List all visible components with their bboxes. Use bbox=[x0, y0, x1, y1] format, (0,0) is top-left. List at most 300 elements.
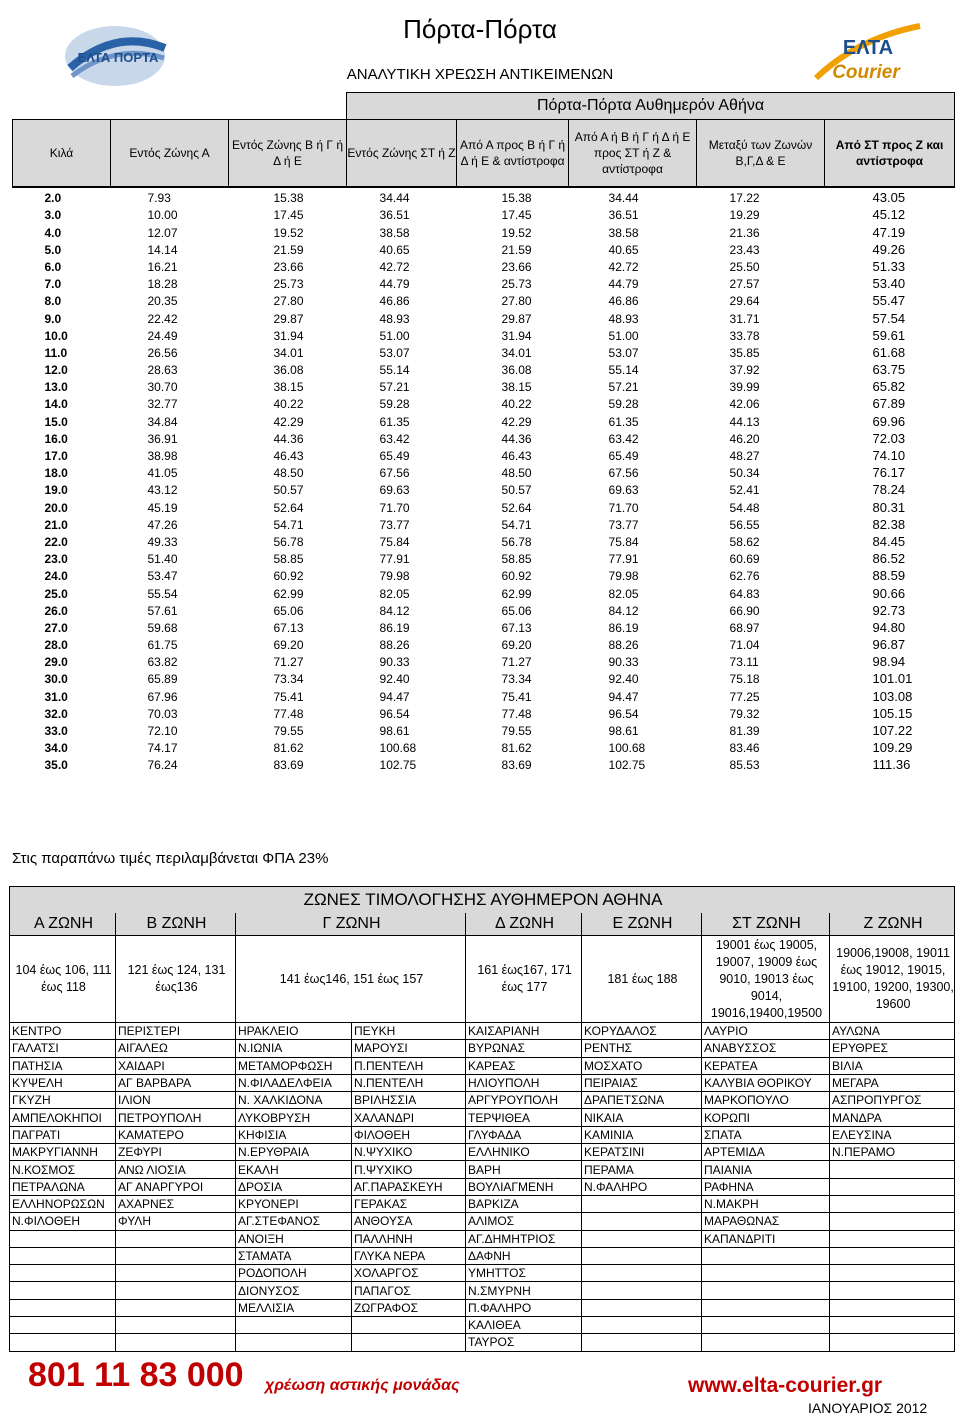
price-cell: 42.29 bbox=[273, 414, 304, 429]
area-cell bbox=[582, 1334, 702, 1351]
area-cell bbox=[10, 1299, 116, 1316]
price-cell: 94.47 bbox=[379, 689, 410, 704]
area-cell: Ν.ΙΩΝΙΑ bbox=[236, 1040, 352, 1057]
area-cell: ΚΗΦΙΣΙΑ bbox=[236, 1126, 352, 1143]
price-cell: 61.75 bbox=[147, 638, 178, 653]
area-cell bbox=[830, 1161, 955, 1178]
price-cell: 55.47 bbox=[872, 293, 906, 309]
price-cell: 86.52 bbox=[872, 551, 906, 567]
price-cell: 39.99 bbox=[729, 380, 760, 395]
price-cell: 65.49 bbox=[379, 449, 410, 463]
price-cell: 65.89 bbox=[147, 672, 178, 687]
area-cell bbox=[116, 1299, 236, 1316]
price-cell: 82.38 bbox=[872, 516, 906, 532]
area-cell bbox=[582, 1282, 702, 1299]
price-cell: 38.58 bbox=[379, 225, 410, 240]
rates-row bbox=[13, 566, 955, 583]
rates-row bbox=[13, 583, 955, 600]
price-cell: 67.56 bbox=[379, 466, 410, 481]
price-cell: 66.90 bbox=[729, 603, 760, 618]
price-cell: 20.35 bbox=[147, 294, 178, 309]
rates-band-title: Πόρτα-Πόρτα Αυθημερόν Αθήνα bbox=[347, 93, 955, 120]
area-cell: ΔΡΟΣΙΑ bbox=[236, 1178, 352, 1195]
price-cell: 102.75 bbox=[608, 758, 646, 773]
price-cell: 48.27 bbox=[729, 449, 760, 463]
weight-cell: 25.0 bbox=[44, 586, 68, 601]
area-cell: ΦΥΛΗ bbox=[116, 1213, 236, 1230]
price-cell: 72.10 bbox=[147, 724, 178, 738]
price-cell: 75.18 bbox=[729, 672, 760, 687]
weight-cell: 7.0 bbox=[44, 277, 62, 292]
weight-cell: 15.0 bbox=[44, 414, 68, 429]
price-cell: 90.33 bbox=[608, 655, 639, 670]
area-cell bbox=[830, 1334, 955, 1351]
price-cell: 73.34 bbox=[273, 672, 304, 687]
phone-note: χρέωση αστικής μονάδας bbox=[265, 1377, 460, 1394]
price-cell: 77.25 bbox=[729, 689, 760, 704]
area-cell: Ν. ΧΑΛΚΙΔΟΝΑ bbox=[236, 1092, 352, 1109]
area-cell bbox=[830, 1230, 955, 1247]
area-cell bbox=[116, 1282, 236, 1299]
zones-range-row bbox=[10, 936, 955, 1023]
area-cell: ΑΛΙΜΟΣ bbox=[466, 1213, 582, 1230]
rates-header-cell: Εντός Ζώνης Α bbox=[111, 120, 229, 188]
price-cell: 59.61 bbox=[872, 327, 906, 343]
price-cell: 75.84 bbox=[608, 534, 639, 549]
area-cell: ΣΠΑΤΑ bbox=[702, 1126, 830, 1143]
area-cell: ΑΣΠΡΟΠΥΡΓΟΣ bbox=[830, 1092, 955, 1109]
price-cell: 46.20 bbox=[729, 431, 760, 446]
price-cell: 27.57 bbox=[729, 277, 760, 292]
area-cell: Ν.ΠΕΝΤΕΛΗ bbox=[352, 1074, 466, 1091]
price-cell: 103.08 bbox=[872, 688, 913, 704]
area-cell: ΜΑΡΚΟΠΟΥΛΟ bbox=[702, 1092, 830, 1109]
price-cell: 46.86 bbox=[379, 294, 410, 309]
area-cell: ΚΥΨΕΛΗ bbox=[10, 1074, 116, 1091]
zone-range: 121 έως 124, 131 έως136 bbox=[116, 936, 236, 1023]
price-cell: 46.43 bbox=[501, 449, 532, 463]
price-cell: 61.35 bbox=[379, 414, 410, 429]
zone-header: Ε ΖΩΝΗ bbox=[582, 913, 702, 936]
price-cell: 25.73 bbox=[273, 277, 304, 292]
rates-row bbox=[13, 377, 955, 394]
price-cell: 60.92 bbox=[501, 569, 532, 584]
price-cell: 56.78 bbox=[501, 534, 532, 549]
area-cell: ΑΡΓΥΡΟΥΠΟΛΗ bbox=[466, 1092, 582, 1109]
rates-row bbox=[13, 240, 955, 257]
price-cell: 63.42 bbox=[608, 431, 639, 446]
price-cell: 57.54 bbox=[872, 310, 906, 326]
price-cell: 76.17 bbox=[872, 465, 906, 481]
rates-header-cell: Από Α προς Β ή Γ ή Δ ή Ε & αντίστροφα bbox=[457, 120, 569, 188]
rates-header-row bbox=[13, 120, 955, 188]
rates-row bbox=[13, 738, 955, 755]
weight-cell: 26.0 bbox=[44, 603, 68, 618]
price-cell: 69.63 bbox=[608, 483, 639, 498]
price-cell: 61.35 bbox=[608, 414, 639, 429]
price-cell: 26.56 bbox=[147, 345, 178, 360]
price-cell: 73.11 bbox=[729, 655, 759, 670]
area-cell bbox=[10, 1265, 116, 1282]
price-cell: 92.40 bbox=[379, 672, 410, 687]
area-cell bbox=[582, 1230, 702, 1247]
area-cell: ΑΜΠΕΛΟΚΗΠΟΙ bbox=[10, 1109, 116, 1126]
price-cell: 37.92 bbox=[729, 363, 760, 378]
zone-header: Β ΖΩΝΗ bbox=[116, 913, 236, 936]
price-cell: 52.64 bbox=[501, 500, 532, 515]
weight-cell: 8.0 bbox=[44, 294, 62, 309]
weight-cell: 12.0 bbox=[44, 363, 68, 378]
price-cell: 98.94 bbox=[872, 654, 906, 670]
logo-right-line1: ΕΛΤΑ bbox=[842, 37, 894, 59]
area-cell: ΕΛΛΗΝΙΚΟ bbox=[466, 1144, 582, 1161]
price-cell: 100.68 bbox=[379, 741, 417, 756]
price-cell: 69.96 bbox=[872, 413, 906, 429]
area-cell bbox=[10, 1317, 116, 1334]
price-cell: 69.20 bbox=[273, 638, 304, 653]
weight-cell: 29.0 bbox=[44, 655, 68, 670]
area-cell: ΤΕΡΨΙΘΕΑ bbox=[466, 1109, 582, 1126]
price-cell: 51.33 bbox=[872, 258, 906, 274]
zones-row bbox=[10, 1144, 955, 1161]
price-cell: 80.31 bbox=[872, 499, 906, 515]
price-cell: 19.52 bbox=[273, 225, 304, 240]
price-cell: 15.38 bbox=[229, 187, 347, 205]
price-cell: 57.61 bbox=[147, 603, 178, 618]
area-cell bbox=[10, 1282, 116, 1299]
area-cell: ΧΑΙΔΑΡΙ bbox=[116, 1057, 236, 1074]
price-cell: 22.42 bbox=[147, 311, 178, 326]
area-cell bbox=[582, 1195, 702, 1212]
price-cell: 49.26 bbox=[872, 241, 906, 257]
area-cell: ΚΕΡΑΤΕΑ bbox=[702, 1057, 830, 1074]
area-cell: ΓΚΥΖΗ bbox=[10, 1092, 116, 1109]
price-cell: 69.63 bbox=[379, 483, 410, 498]
area-cell bbox=[830, 1178, 955, 1195]
rates-row bbox=[13, 343, 955, 360]
price-cell: 29.87 bbox=[501, 311, 532, 326]
price-cell: 19.29 bbox=[729, 208, 760, 223]
price-cell: 98.61 bbox=[608, 724, 639, 738]
price-cell: 81.62 bbox=[273, 741, 304, 756]
zones-row bbox=[10, 1040, 955, 1057]
weight-cell: 10.0 bbox=[44, 328, 68, 343]
price-cell: 71.70 bbox=[608, 500, 639, 515]
zone-header: Γ ΖΩΝΗ bbox=[236, 913, 466, 936]
rates-row bbox=[13, 618, 955, 635]
area-cell: ΠΑΙΑΝΙΑ bbox=[702, 1161, 830, 1178]
price-cell: 35.85 bbox=[729, 345, 760, 360]
rates-row bbox=[13, 515, 955, 532]
area-cell bbox=[10, 1334, 116, 1351]
price-cell: 48.50 bbox=[501, 466, 532, 481]
area-cell bbox=[702, 1334, 830, 1351]
area-cell: ΜΕΓΑΡΑ bbox=[830, 1074, 955, 1091]
area-cell: ΛΥΚΟΒΡΥΣΗ bbox=[236, 1109, 352, 1126]
price-cell: 42.29 bbox=[501, 414, 532, 429]
rates-row bbox=[13, 721, 955, 738]
price-cell: 10.00 bbox=[147, 208, 178, 223]
rates-row bbox=[13, 291, 955, 308]
area-cell: ΒΑΡΗ bbox=[466, 1161, 582, 1178]
price-cell: 78.24 bbox=[872, 482, 906, 498]
price-cell: 63.42 bbox=[379, 431, 410, 446]
price-cell: 23.43 bbox=[729, 242, 760, 257]
price-cell: 34.84 bbox=[147, 414, 178, 429]
price-cell: 73.34 bbox=[501, 672, 532, 687]
area-cell: ΑΓ.ΠΑΡΑΣΚΕΥΗ bbox=[352, 1178, 466, 1195]
price-cell: 41.05 bbox=[147, 466, 178, 481]
price-cell: 51.00 bbox=[608, 328, 639, 343]
area-cell: ΑΝΘΟΥΣΑ bbox=[352, 1213, 466, 1230]
weight-cell: 18.0 bbox=[44, 466, 68, 481]
price-cell: 96.54 bbox=[379, 706, 410, 721]
price-cell: 24.49 bbox=[147, 328, 178, 343]
rates-row bbox=[13, 222, 955, 239]
price-cell: 43.05 bbox=[825, 187, 955, 205]
area-cell bbox=[582, 1213, 702, 1230]
area-cell: ΚΡΥΟΝΕΡΙ bbox=[236, 1195, 352, 1212]
price-cell: 7.93 bbox=[111, 187, 229, 205]
price-cell: 71.04 bbox=[729, 638, 760, 653]
zones-row bbox=[10, 1213, 955, 1230]
price-cell: 29.87 bbox=[273, 311, 304, 326]
area-cell: ΓΑΛΑΤΣΙ bbox=[10, 1040, 116, 1057]
rates-row bbox=[13, 429, 955, 446]
weight-cell: 9.0 bbox=[44, 311, 62, 326]
price-cell: 77.91 bbox=[379, 552, 410, 567]
weight-cell: 16.0 bbox=[44, 431, 68, 446]
price-cell: 27.80 bbox=[501, 294, 532, 309]
area-cell bbox=[582, 1299, 702, 1316]
website-link[interactable]: www.elta-courier.gr bbox=[688, 1374, 883, 1397]
rates-row bbox=[13, 686, 955, 703]
rates-row bbox=[13, 704, 955, 721]
area-cell bbox=[830, 1299, 955, 1316]
price-cell: 63.82 bbox=[147, 655, 178, 670]
price-cell: 38.15 bbox=[273, 380, 304, 395]
price-cell: 60.92 bbox=[273, 569, 304, 584]
area-cell bbox=[236, 1317, 352, 1334]
area-cell: ΚΑΜΙΝΙΑ bbox=[582, 1126, 702, 1143]
area-cell: ΚΟΡΥΔΑΛΟΣ bbox=[582, 1023, 702, 1040]
price-cell: 81.62 bbox=[501, 741, 532, 756]
price-cell: 83.69 bbox=[501, 758, 532, 773]
price-cell: 48.93 bbox=[379, 311, 410, 326]
weight-cell: 28.0 bbox=[44, 638, 68, 653]
area-cell bbox=[116, 1265, 236, 1282]
area-cell: Ν.ΣΜΥΡΝΗ bbox=[466, 1282, 582, 1299]
price-cell: 83.46 bbox=[729, 741, 760, 756]
weight-cell: 22.0 bbox=[44, 534, 68, 549]
zones-header-row bbox=[10, 913, 955, 936]
zones-title: ΖΩΝΕΣ ΤΙΜΟΛΟΓΗΣΗΣ ΑΥΘΗΜΕΡΟΝ ΑΘΗΝΑ bbox=[10, 887, 955, 914]
weight-cell: 17.0 bbox=[44, 449, 68, 463]
price-cell: 28.63 bbox=[147, 363, 178, 378]
area-cell: ΚΑΡΕΑΣ bbox=[466, 1057, 582, 1074]
price-cell: 107.22 bbox=[872, 723, 913, 738]
zones-row bbox=[10, 1023, 955, 1040]
price-cell: 21.59 bbox=[501, 242, 532, 257]
price-cell: 57.21 bbox=[608, 380, 639, 395]
price-cell: 86.19 bbox=[608, 620, 639, 635]
price-cell: 29.64 bbox=[729, 294, 760, 309]
price-cell: 36.51 bbox=[379, 208, 410, 223]
zones-row bbox=[10, 1195, 955, 1212]
area-cell: Π.ΠΕΝΤΕΛΗ bbox=[352, 1057, 466, 1074]
price-cell: 17.45 bbox=[273, 208, 304, 223]
price-cell: 75.41 bbox=[501, 689, 532, 704]
price-cell: 16.21 bbox=[147, 259, 178, 274]
area-cell bbox=[830, 1195, 955, 1212]
rates-header-cell: Από Α ή Β ή Γ ή Δ ή Ε προς ΣΤ ή Ζ & αντίστροφα bbox=[569, 120, 697, 188]
area-cell bbox=[830, 1317, 955, 1334]
rates-row bbox=[13, 652, 955, 669]
area-cell: ΠΕΤΡΟΥΠΟΛΗ bbox=[116, 1109, 236, 1126]
zone-range: 104 έως 106, 111 έως 118 bbox=[10, 936, 116, 1023]
rates-header-cell: Εντός Ζώνης ΣΤ ή Ζ bbox=[347, 120, 457, 188]
area-cell: ΜΑΚΡΥΓΙΑΝΝΗ bbox=[10, 1144, 116, 1161]
area-cell: ΒΑΡΚΙΖΑ bbox=[466, 1195, 582, 1212]
area-cell: ΤΑΥΡΟΣ bbox=[466, 1334, 582, 1351]
price-cell: 102.75 bbox=[379, 758, 417, 773]
area-cell: ΓΛΥΦΑΔΑ bbox=[466, 1126, 582, 1143]
price-cell: 77.48 bbox=[501, 706, 532, 721]
area-cell: ΜΕΤΑΜΟΡΦΩΣΗ bbox=[236, 1057, 352, 1074]
price-cell: 55.14 bbox=[379, 363, 410, 378]
price-cell: 79.98 bbox=[608, 569, 639, 584]
area-cell: ΒΥΡΩΝΑΣ bbox=[466, 1040, 582, 1057]
zones-row bbox=[10, 1161, 955, 1178]
price-cell: 84.45 bbox=[872, 533, 906, 549]
price-cell: 82.05 bbox=[379, 586, 410, 601]
rates-row bbox=[13, 480, 955, 497]
price-cell: 32.77 bbox=[147, 397, 178, 412]
weight-cell: 20.0 bbox=[44, 500, 68, 515]
price-cell: 17.22 bbox=[697, 187, 825, 205]
weight-cell: 5.0 bbox=[44, 242, 62, 257]
zone-header: ΣΤ ΖΩΝΗ bbox=[702, 913, 830, 936]
price-cell: 82.05 bbox=[608, 586, 639, 601]
price-cell: 44.79 bbox=[608, 277, 639, 292]
price-cell: 40.22 bbox=[501, 397, 532, 412]
price-cell: 54.48 bbox=[729, 500, 760, 515]
price-cell: 48.93 bbox=[608, 311, 639, 326]
area-cell: ΔΡΑΠΕΤΣΩΝΑ bbox=[582, 1092, 702, 1109]
area-cell: ΡΑΦΗΝΑ bbox=[702, 1178, 830, 1195]
zones-row bbox=[10, 1126, 955, 1143]
zone-header: Δ ΖΩΝΗ bbox=[466, 913, 582, 936]
price-cell: 92.40 bbox=[608, 672, 639, 687]
zones-table bbox=[9, 886, 955, 1352]
area-cell: ΚΑΛΥΒΙΑ ΘΟΡΙΚΟΥ bbox=[702, 1074, 830, 1091]
price-cell: 83.69 bbox=[273, 758, 304, 773]
price-cell: 12.07 bbox=[147, 225, 178, 240]
area-cell: ΠΕΤΡΑΛΩΝΑ bbox=[10, 1178, 116, 1195]
price-cell: 49.33 bbox=[147, 534, 178, 549]
price-cell: 14.14 bbox=[147, 242, 178, 257]
price-cell: 63.75 bbox=[872, 362, 906, 378]
zones-row bbox=[10, 1178, 955, 1195]
area-cell: ΝΙΚΑΙΑ bbox=[582, 1109, 702, 1126]
price-cell: 38.58 bbox=[608, 225, 639, 240]
area-cell bbox=[236, 1334, 352, 1351]
rates-row bbox=[13, 669, 955, 686]
price-cell: 77.91 bbox=[608, 552, 639, 567]
weight-cell: 13.0 bbox=[44, 380, 68, 395]
price-cell: 62.99 bbox=[501, 586, 532, 601]
price-cell: 69.20 bbox=[501, 638, 532, 653]
area-cell: ΑΙΓΑΛΕΩ bbox=[116, 1040, 236, 1057]
area-cell bbox=[702, 1317, 830, 1334]
area-cell bbox=[702, 1265, 830, 1282]
area-cell: ΓΕΡΑΚΑΣ bbox=[352, 1195, 466, 1212]
price-cell: 48.50 bbox=[273, 466, 304, 481]
price-cell: 90.33 bbox=[379, 655, 410, 670]
price-cell: 88.26 bbox=[379, 638, 410, 653]
price-cell: 21.36 bbox=[729, 225, 760, 240]
area-cell: ΛΑΥΡΙΟ bbox=[702, 1023, 830, 1040]
area-cell: ΑΓ ΑΝΑΡΓΥΡΟΙ bbox=[116, 1178, 236, 1195]
rates-table bbox=[12, 92, 955, 772]
price-cell: 54.71 bbox=[273, 517, 304, 532]
area-cell: ΜΑΝΔΡΑ bbox=[830, 1109, 955, 1126]
area-cell bbox=[830, 1247, 955, 1264]
area-cell bbox=[116, 1334, 236, 1351]
zones-row bbox=[10, 1265, 955, 1282]
price-cell: 65.06 bbox=[273, 603, 304, 618]
price-cell: 34.44 bbox=[569, 187, 697, 205]
vat-note: Στις παραπάνω τιμές περιλαμβάνεται ΦΠΑ 23% bbox=[12, 850, 329, 867]
price-cell: 36.08 bbox=[501, 363, 532, 378]
price-cell: 38.15 bbox=[501, 380, 532, 395]
area-cell: ΠΑΛΛΗΝΗ bbox=[352, 1230, 466, 1247]
area-cell: Ν.ΦΙΛΑΔΕΛΦΕΙΑ bbox=[236, 1074, 352, 1091]
area-cell: Ν.ΦΙΛΟΘΕΗ bbox=[10, 1213, 116, 1230]
area-cell: ΙΛΙΟΝ bbox=[116, 1092, 236, 1109]
price-cell: 59.28 bbox=[608, 397, 639, 412]
rates-row bbox=[13, 187, 955, 205]
price-cell: 85.53 bbox=[729, 758, 760, 773]
price-cell: 40.22 bbox=[273, 397, 304, 412]
area-cell: ΠΕΡΑΜΑ bbox=[582, 1161, 702, 1178]
zones-row bbox=[10, 1317, 955, 1334]
area-cell: Ν.ΠΕΡΑΜΟ bbox=[830, 1144, 955, 1161]
price-cell: 44.79 bbox=[379, 277, 410, 292]
area-cell: ΓΛΥΚΑ ΝΕΡΑ bbox=[352, 1247, 466, 1264]
area-cell: Π.ΨΥΧΙΚΟ bbox=[352, 1161, 466, 1178]
area-cell: ΠΑΓΡΑΤΙ bbox=[10, 1126, 116, 1143]
price-cell: 65.06 bbox=[501, 603, 532, 618]
zones-row bbox=[10, 1282, 955, 1299]
rates-row bbox=[13, 274, 955, 291]
area-cell: ΗΡΑΚΛΕΙΟ bbox=[236, 1023, 352, 1040]
area-cell bbox=[352, 1317, 466, 1334]
price-cell: 56.55 bbox=[729, 517, 760, 532]
rates-header-cell: Κιλά bbox=[13, 120, 111, 188]
price-cell: 50.34 bbox=[729, 466, 760, 481]
zones-row bbox=[10, 1334, 955, 1351]
weight-cell: 34.0 bbox=[44, 741, 68, 756]
rates-row bbox=[13, 205, 955, 222]
area-cell: ΡΕΝΤΗΣ bbox=[582, 1040, 702, 1057]
area-cell: ΠΕΙΡΑΙΑΣ bbox=[582, 1074, 702, 1091]
rates-row bbox=[13, 326, 955, 343]
price-cell: 47.19 bbox=[872, 224, 906, 240]
price-cell: 86.19 bbox=[379, 620, 410, 635]
price-cell: 44.13 bbox=[729, 414, 760, 429]
area-cell: ΔΑΦΝΗ bbox=[466, 1247, 582, 1264]
